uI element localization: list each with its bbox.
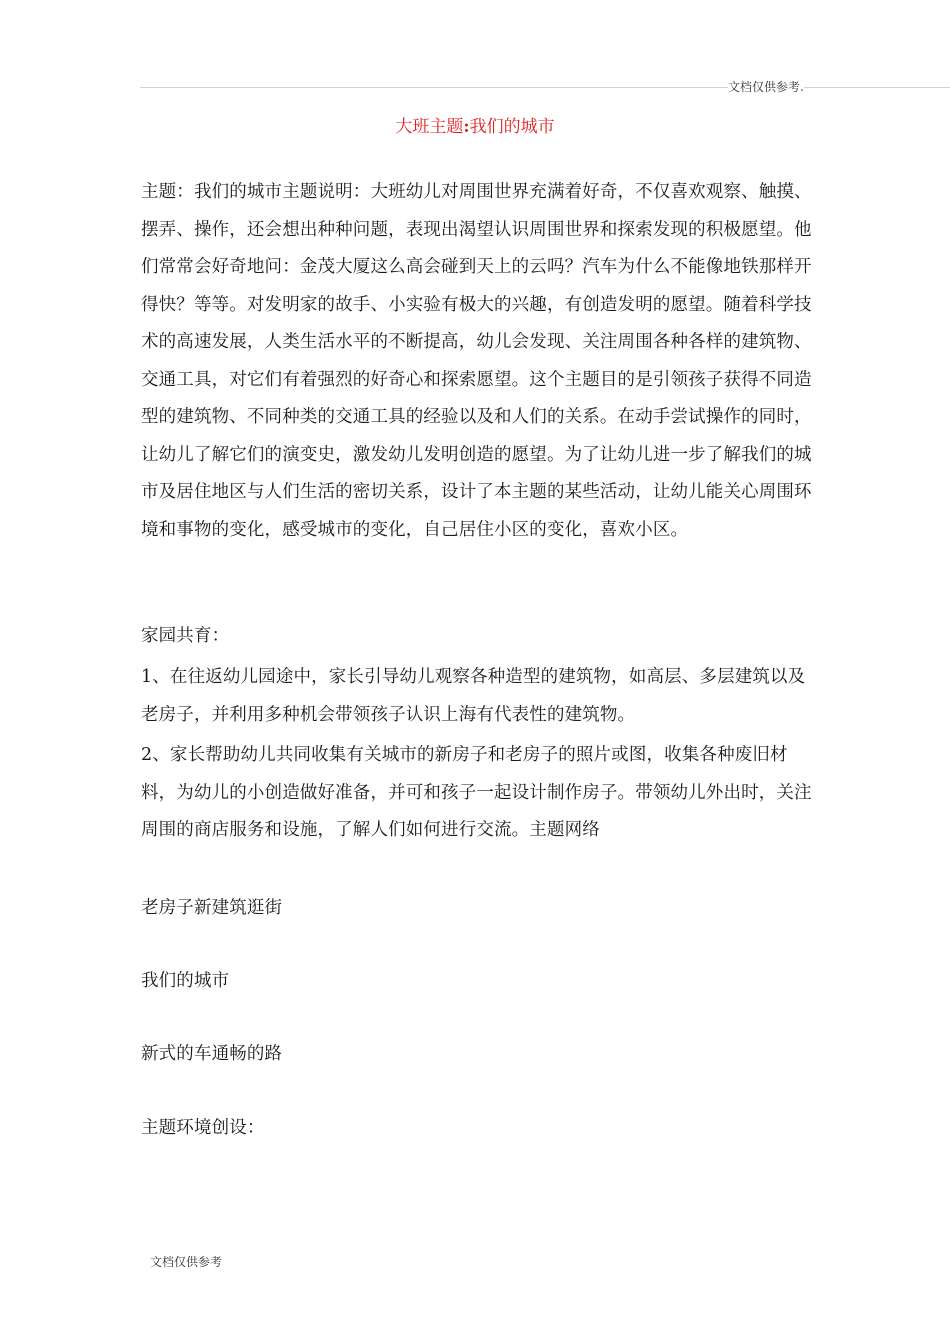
title-suffix: 我们的城市 [469, 117, 555, 137]
home-cooperation-item-1: 1、在往返幼儿园途中，家长引导幼儿观察各种造型的建筑物，如高层、多层建筑以及老房子，并利用多种机会带领孩子认识上海有代表性的建筑物。 [141, 667, 806, 725]
network-line-2: 我们的城市 [141, 971, 230, 991]
document-title [0, 114, 950, 140]
title-prefix: 大班主题 [395, 117, 464, 137]
header-note: 文档仅供参考. [728, 80, 804, 94]
home-cooperation-item-2: 2、家长帮助幼儿共同收集有关城市的新房子和老房子的照片或图，收集各种废旧材料，为幼儿的小创造做好准备，并可和孩子一起设计制作房子。带领幼儿外出时，关注周围的商店服务和设施，了解人们如何进行交流。主题网络 [141, 745, 812, 840]
home-cooperation-heading: 家园共育： [141, 626, 230, 646]
footer-note: 文档仅供参考 [150, 1255, 223, 1269]
header-rule [140, 87, 950, 88]
network-line-1: 老房子新建筑逛街 [141, 898, 283, 918]
network-line-3: 新式的车通畅的路 [141, 1044, 283, 1064]
title-colon: : [463, 117, 470, 137]
intro-paragraph: 主题：我们的城市主题说明：大班幼儿对周围世界充满着好奇，不仅喜欢观察、触摸、摆弄、操作，还会想出种种问题，表现出渴望认识周围世界和探索发现的积极愿望。他们常常会好奇地问：金茂大厦这么高会碰到天上的云吗？汽车为什么不能像地铁那样开得快？等等。对发明家的故手、小实验有极大的兴趣，有创造发明的愿望。随着科学技术的高速发展，人类生活水平的不断提高，幼儿会发现、关注周围各种各样的建筑物、交通工具，对它们有着强烈的好奇心和探索愿望。这个主题目的是引领孩子获得不同造型的建筑物、不同种类的交通工具的经验以及和人们的关系。在动手尝试操作的同时，让幼儿了解它们的演变史，激发幼儿发明创造的愿望。为了让幼儿进一步了解我们的城市及居住地区与人们生活的密切关系，设计了本主题的某些活动，让幼儿能关心周围环境和事物的变化，感受城市的变化，自己居住小区的变化，喜欢小区。 [141, 182, 812, 540]
environment-heading: 主题环境创设： [141, 1118, 265, 1138]
